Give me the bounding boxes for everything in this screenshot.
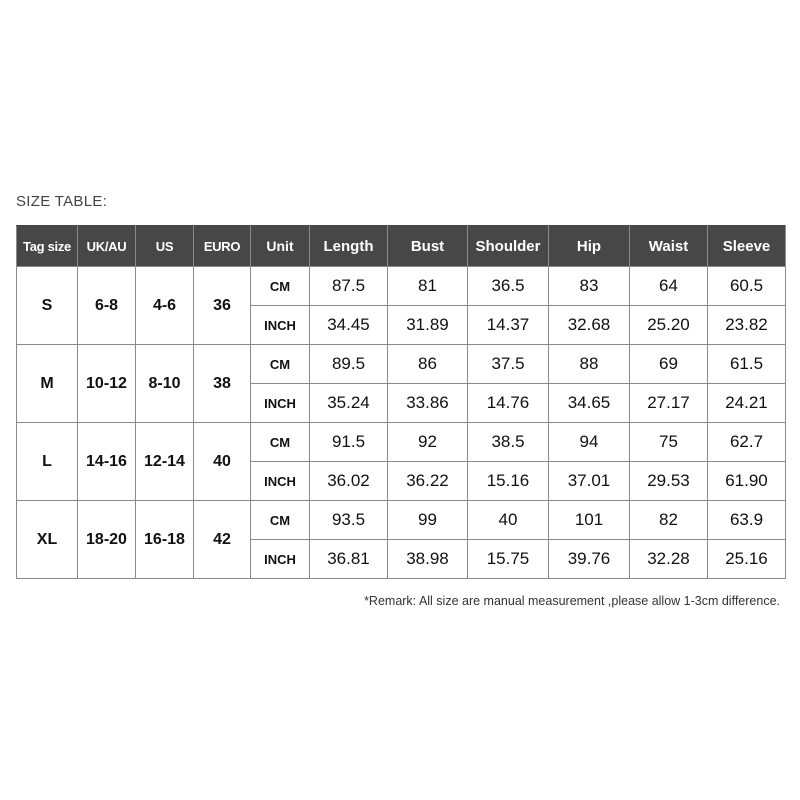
cell-us: 8-10	[136, 345, 194, 423]
cell-value: 92	[388, 423, 468, 462]
cell-value: 99	[388, 501, 468, 540]
cell-value: 36.81	[310, 540, 388, 579]
cell-value: 24.21	[708, 384, 786, 423]
header-unit: Unit	[251, 226, 310, 267]
cell-value: 34.45	[310, 306, 388, 345]
cell-uk-au: 6-8	[78, 267, 136, 345]
cell-uk-au: 10-12	[78, 345, 136, 423]
header-euro: EURO	[194, 226, 251, 267]
cell-value: 31.89	[388, 306, 468, 345]
cell-us: 4-6	[136, 267, 194, 345]
cell-value: 33.86	[388, 384, 468, 423]
cell-value: 40	[468, 501, 549, 540]
cell-us: 12-14	[136, 423, 194, 501]
cell-value: 91.5	[310, 423, 388, 462]
cell-unit: INCH	[251, 540, 310, 579]
cell-value: 32.68	[549, 306, 630, 345]
cell-value: 14.76	[468, 384, 549, 423]
cell-euro: 42	[194, 501, 251, 579]
table-row	[17, 267, 786, 306]
header-sleeve: Sleeve	[708, 226, 786, 267]
cell-value: 38.5	[468, 423, 549, 462]
cell-euro: 36	[194, 267, 251, 345]
cell-value: 14.37	[468, 306, 549, 345]
cell-unit: INCH	[251, 384, 310, 423]
cell-unit: INCH	[251, 462, 310, 501]
cell-tag-size: S	[17, 267, 78, 345]
table-row	[17, 423, 786, 462]
remark-note: *Remark: All size are manual measurement ,please allow 1-3cm difference.	[364, 594, 780, 608]
cell-value: 25.16	[708, 540, 786, 579]
header-shoulder: Shoulder	[468, 226, 549, 267]
cell-value: 61.5	[708, 345, 786, 384]
cell-unit: CM	[251, 501, 310, 540]
cell-unit: CM	[251, 345, 310, 384]
cell-value: 64	[630, 267, 708, 306]
cell-unit: INCH	[251, 306, 310, 345]
cell-value: 88	[549, 345, 630, 384]
header-us: US	[136, 226, 194, 267]
cell-value: 101	[549, 501, 630, 540]
cell-value: 36.5	[468, 267, 549, 306]
header-waist: Waist	[630, 226, 708, 267]
cell-value: 37.5	[468, 345, 549, 384]
cell-value: 89.5	[310, 345, 388, 384]
cell-value: 34.65	[549, 384, 630, 423]
size-table	[16, 225, 786, 579]
cell-value: 15.16	[468, 462, 549, 501]
cell-uk-au: 14-16	[78, 423, 136, 501]
table-row	[17, 345, 786, 384]
cell-value: 94	[549, 423, 630, 462]
cell-value: 61.90	[708, 462, 786, 501]
cell-value: 38.98	[388, 540, 468, 579]
header-length: Length	[310, 226, 388, 267]
cell-value: 86	[388, 345, 468, 384]
table-body	[17, 267, 786, 579]
cell-value: 29.53	[630, 462, 708, 501]
header-hip: Hip	[549, 226, 630, 267]
cell-value: 36.22	[388, 462, 468, 501]
header-uk-au: UK/AU	[78, 226, 136, 267]
cell-value: 27.17	[630, 384, 708, 423]
header-tag-size: Tag size	[17, 226, 78, 267]
page-title: SIZE TABLE:	[16, 193, 108, 210]
cell-value: 93.5	[310, 501, 388, 540]
cell-value: 32.28	[630, 540, 708, 579]
cell-unit: CM	[251, 267, 310, 306]
cell-value: 36.02	[310, 462, 388, 501]
cell-value: 63.9	[708, 501, 786, 540]
cell-value: 35.24	[310, 384, 388, 423]
header-row	[17, 226, 786, 267]
cell-value: 15.75	[468, 540, 549, 579]
cell-value: 39.76	[549, 540, 630, 579]
cell-tag-size: XL	[17, 501, 78, 579]
cell-value: 37.01	[549, 462, 630, 501]
cell-value: 23.82	[708, 306, 786, 345]
cell-euro: 38	[194, 345, 251, 423]
cell-unit: CM	[251, 423, 310, 462]
cell-tag-size: L	[17, 423, 78, 501]
cell-euro: 40	[194, 423, 251, 501]
cell-us: 16-18	[136, 501, 194, 579]
cell-value: 81	[388, 267, 468, 306]
cell-value: 62.7	[708, 423, 786, 462]
header-bust: Bust	[388, 226, 468, 267]
table-row	[17, 501, 786, 540]
cell-value: 83	[549, 267, 630, 306]
cell-tag-size: M	[17, 345, 78, 423]
cell-value: 75	[630, 423, 708, 462]
cell-value: 60.5	[708, 267, 786, 306]
cell-value: 25.20	[630, 306, 708, 345]
cell-uk-au: 18-20	[78, 501, 136, 579]
cell-value: 87.5	[310, 267, 388, 306]
cell-value: 82	[630, 501, 708, 540]
cell-value: 69	[630, 345, 708, 384]
